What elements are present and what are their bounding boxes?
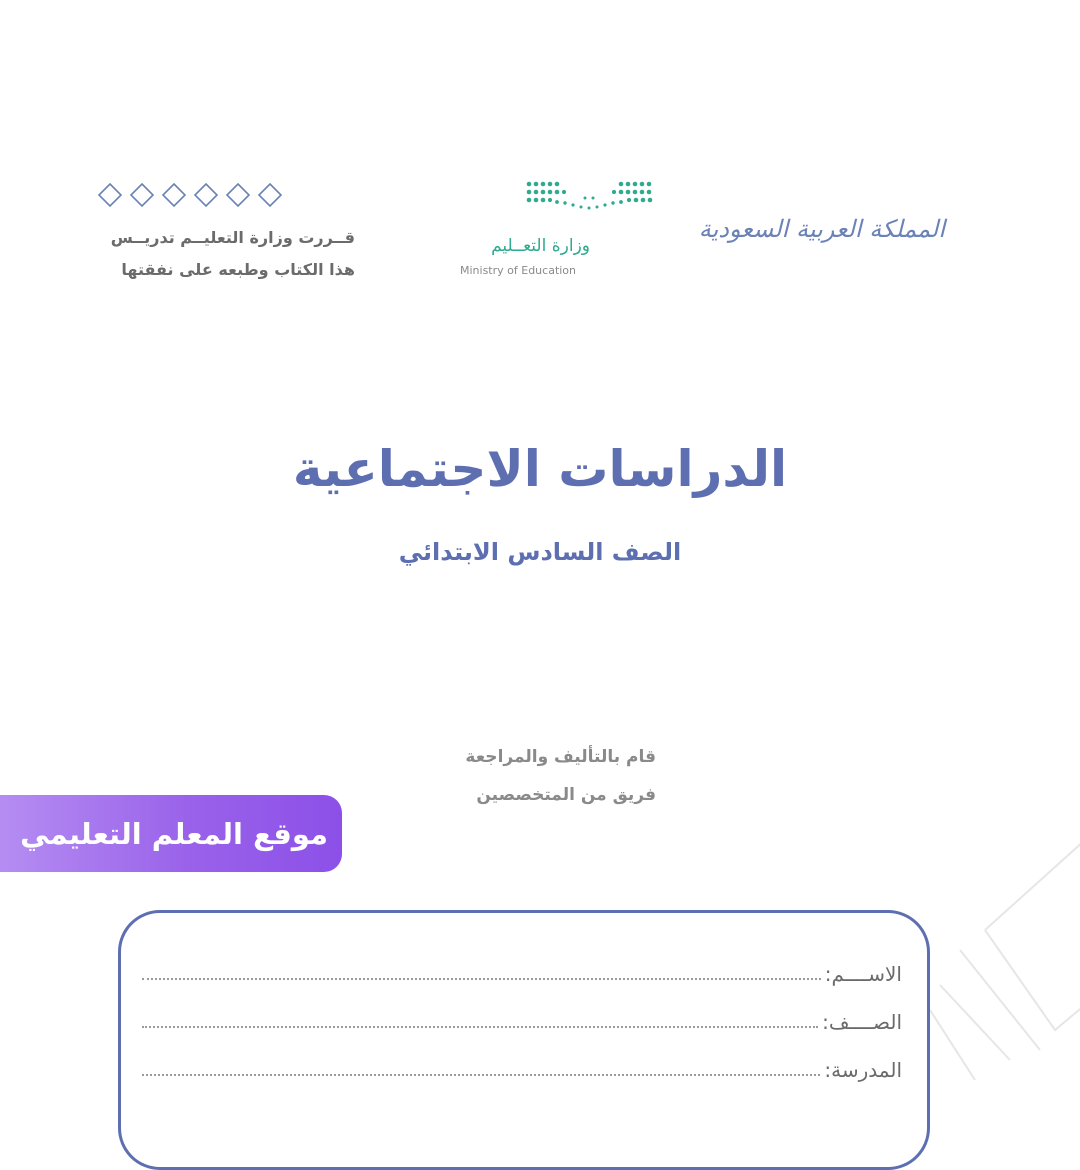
ministry-of-education-logo: [440, 178, 630, 288]
ministry-approval-note: [60, 222, 355, 286]
form-label-school: المدرسة:: [824, 1058, 902, 1082]
authors-credit: [340, 738, 656, 814]
ministry-note-line-2: هذا الكتاب وطبعه على نفقتها: [121, 260, 355, 279]
authors-line-2: فريق من المتخصصين: [476, 785, 656, 805]
form-row-name[interactable]: [142, 956, 902, 986]
moe-arabic-name: وزارة التعــليم: [491, 236, 590, 256]
moe-english-name: Ministry of Education: [460, 264, 577, 277]
saudi-arabia-calligraphy-logo: المملكة العربية السعودية: [698, 215, 945, 243]
ministry-note-line-1: قــررت وزارة التعليــم تدريــس: [110, 228, 355, 247]
form-field-grade[interactable]: [142, 1026, 818, 1028]
moe-dots-emblem-icon: [525, 178, 655, 218]
form-label-grade: الصــــف:: [822, 1010, 902, 1034]
diamond-ornament-icon: [95, 180, 285, 210]
form-row-school[interactable]: [142, 1052, 902, 1082]
authors-line-1: قام بالتأليف والمراجعة: [465, 747, 656, 767]
form-label-name: الاســــم:: [824, 962, 902, 986]
student-info-box: [118, 910, 930, 1170]
watermark-badge-text: موقع المعلم التعليمي: [20, 816, 328, 851]
form-row-grade[interactable]: [142, 1004, 902, 1034]
form-field-school[interactable]: [142, 1074, 820, 1076]
book-subtitle: الصف السادس الابتدائي: [398, 538, 682, 566]
watermark-badge: [0, 795, 342, 872]
form-field-name[interactable]: [142, 978, 821, 980]
book-title: الدراسات الاجتماعية: [292, 440, 788, 498]
